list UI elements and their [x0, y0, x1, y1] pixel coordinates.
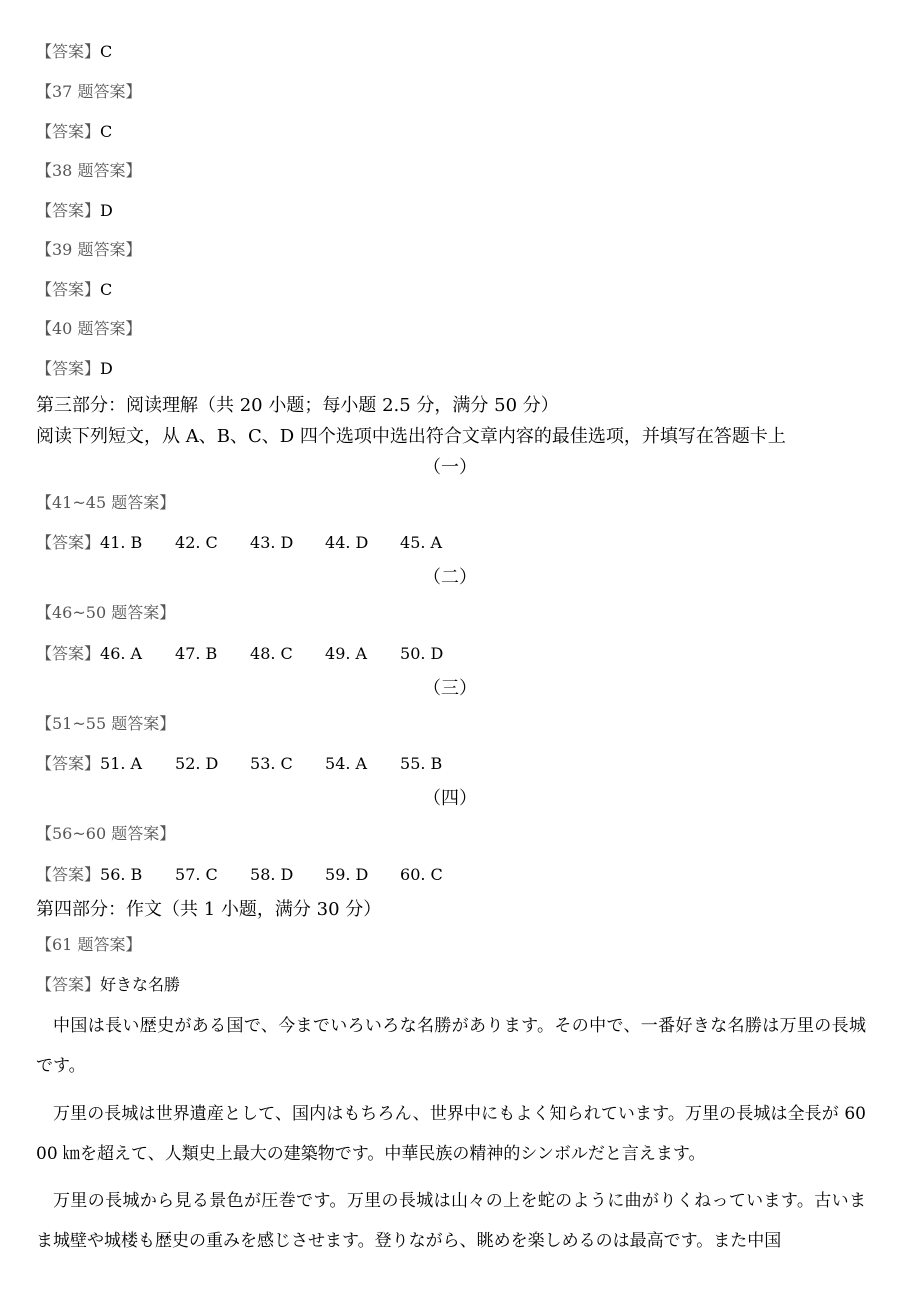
question-39-header: 【39 题答案】	[36, 240, 142, 259]
section-1-answers	[36, 535, 475, 551]
answer-40	[36, 361, 113, 377]
question-38-header: 【38 题答案】	[36, 161, 142, 180]
answer-item: 53. C	[250, 754, 293, 773]
answer-item: 52. D	[175, 754, 219, 773]
question-40-header: 【40 题答案】	[36, 319, 142, 338]
answer-item: 42. C	[175, 533, 218, 552]
answer-item: 46. A	[100, 644, 143, 663]
answer-item: 43. D	[250, 533, 294, 552]
section-1-range: 【41~45 题答案】	[36, 493, 176, 512]
section-2-range: 【46~50 题答案】	[36, 603, 176, 622]
answer-value: C	[100, 122, 113, 141]
answer-label: 【答案】	[36, 865, 101, 884]
section-2-answers	[36, 646, 475, 662]
answer-item: 59. D	[325, 865, 369, 884]
answer-item: 60. C	[400, 865, 443, 884]
essay-answer	[36, 977, 180, 993]
essay-paragraph-2: 万里の長城は世界遺産として、国内はもちろん、世界中にもよく知られています。万里の長城は全長が 6000 ㎞を超えて、人類史上最大の建築物です。中華民族の精神的シンボルだと言えます。	[36, 1104, 866, 1164]
answer-item: 45. A	[400, 533, 443, 552]
answer-item: 50. D	[400, 644, 444, 663]
answer-value: D	[100, 201, 113, 220]
answer-item: 44. D	[325, 533, 369, 552]
answer-38	[36, 203, 113, 219]
answer-label: 【答案】	[36, 201, 101, 220]
section-4-answers	[36, 867, 475, 883]
answer-37	[36, 124, 112, 140]
answer-item: 54. A	[325, 754, 368, 773]
answer-item: 55. B	[400, 754, 443, 773]
answer-value: C	[100, 280, 113, 299]
part3-instruction: 阅读下列短文，从 A、B、C、D 四个选项中选出符合文章内容的最佳选项，并填写在答题卡上	[36, 426, 786, 447]
answer-label: 【答案】	[36, 644, 101, 663]
part4-heading: 第四部分：作文（共 1 小题，满分 30 分）	[36, 899, 382, 920]
essay-title: 好きな名勝	[100, 975, 181, 994]
section-2-title: （二）	[423, 567, 477, 588]
answer-value: D	[100, 359, 113, 378]
answer-label: 【答案】	[36, 754, 101, 773]
section-3-title: （三）	[423, 678, 477, 699]
answer-label: 【答案】	[36, 42, 101, 61]
question-37-header: 【37 题答案】	[36, 82, 142, 101]
answer-label: 【答案】	[36, 359, 101, 378]
answer-item: 58. D	[250, 865, 294, 884]
section-1-title: （一）	[423, 457, 477, 478]
answer-value: C	[100, 42, 113, 61]
answer-item: 48. C	[250, 644, 293, 663]
answer-item: 56. B	[100, 865, 143, 884]
answer-label: 【答案】	[36, 280, 101, 299]
section-3-answers	[36, 756, 475, 772]
part3-heading: 第三部分：阅读理解（共 20 小题；每小题 2.5 分，满分 50 分）	[36, 395, 559, 416]
answer-item: 49. A	[325, 644, 368, 663]
answer-label: 【答案】	[36, 122, 101, 141]
answer-label: 【答案】	[36, 975, 101, 994]
answer-label: 【答案】	[36, 533, 101, 552]
answer-item: 51. A	[100, 754, 143, 773]
question-61-header: 【61 题答案】	[36, 935, 142, 954]
section-4-range: 【56~60 题答案】	[36, 824, 176, 843]
answer-39	[36, 282, 112, 298]
answer-item: 57. C	[175, 865, 218, 884]
answer-item: 41. B	[100, 533, 143, 552]
essay-paragraph-1: 中国は長い歴史がある国で、今までいろいろな名勝があります。その中で、一番好きな名勝は万里の長城です。	[36, 1016, 866, 1076]
section-4-title: （四）	[423, 788, 477, 809]
essay-paragraph-3: 万里の長城から見る景色が圧巻です。万里の長城は山々の上を蛇のように曲がりくねっています。古いまま城壁や城楼も歴史の重みを感じさせます。登りながら、眺めを楽しめるのは最高です。また中国	[36, 1191, 866, 1251]
answer-36	[36, 44, 112, 60]
section-3-range: 【51~55 题答案】	[36, 714, 176, 733]
answer-item: 47. B	[175, 644, 218, 663]
